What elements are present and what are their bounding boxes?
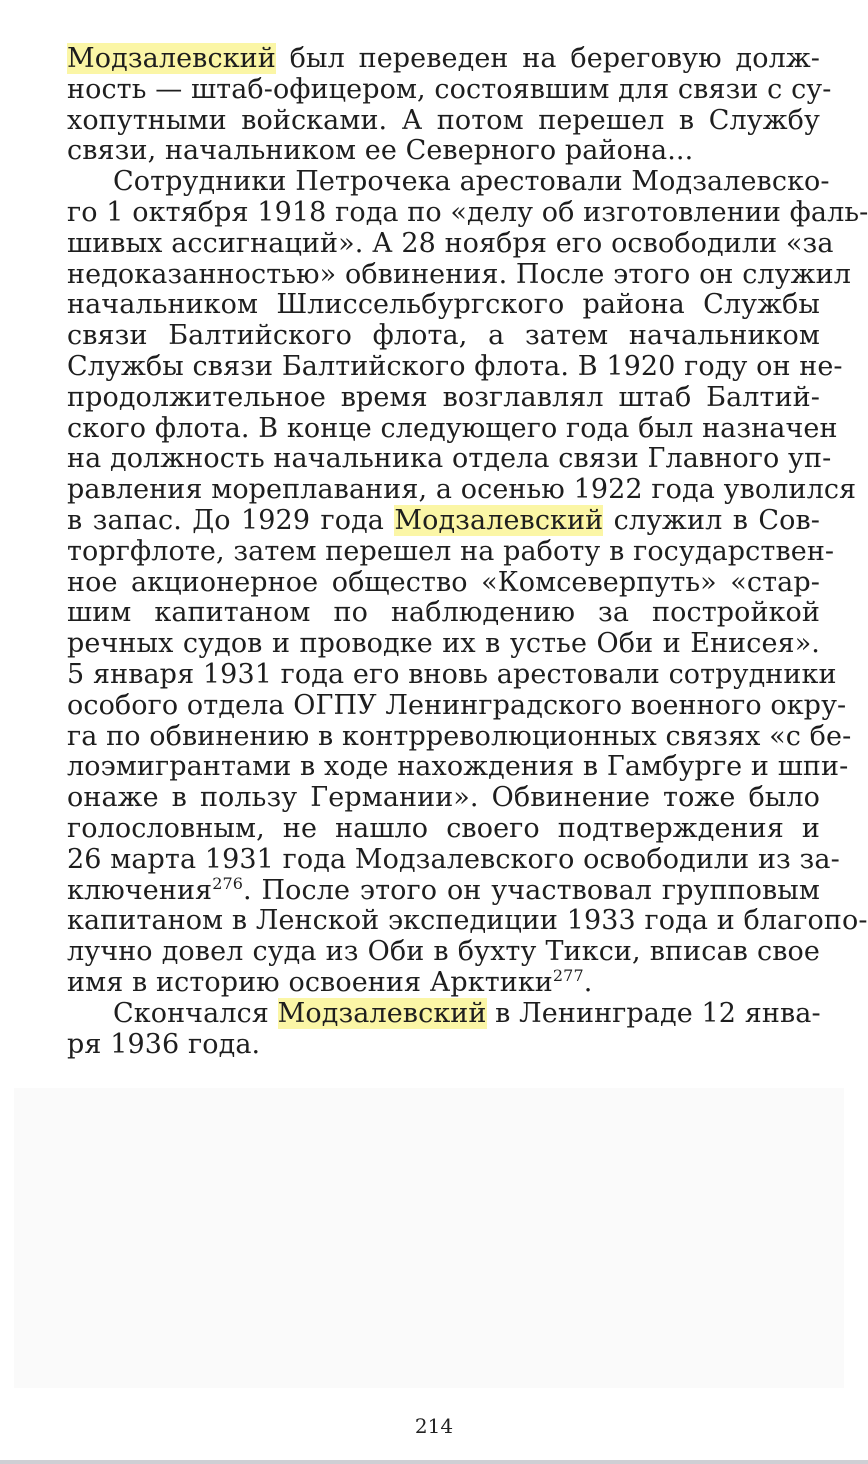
text-run: ное акционерное общество «Комсеверпуть» «стар- [67, 566, 820, 598]
text-line [67, 689, 847, 722]
text-line [67, 44, 820, 75]
highlighted-name: Модзалевский [277, 997, 487, 1029]
text-line [67, 535, 835, 568]
text-run: 26 марта 1931 года Модзалевского освободили из за- [67, 843, 840, 875]
text-line [67, 506, 820, 537]
text-run: лучно довел суда из Оби в бухту Тикси, вписав свое [67, 936, 820, 968]
text-line [67, 474, 857, 506]
text-line [67, 629, 820, 660]
text-line [67, 999, 820, 1030]
text-line [67, 568, 820, 599]
text-run: шим капитаном по наблюдению за постройкой [67, 597, 820, 629]
text-line [67, 443, 832, 475]
text-line [67, 598, 820, 629]
blank-page-area [14, 1088, 844, 1388]
text-line [67, 166, 830, 198]
text-line [67, 937, 820, 968]
text-line [67, 658, 837, 691]
text-run: продолжительное время возглавлял штаб Балтий- [67, 381, 820, 413]
text-line [67, 290, 820, 321]
text-run: ключения [67, 874, 213, 906]
text-run: Сотрудники Петрочека арестовали Модзалевско- [113, 166, 830, 198]
text-run: ность — штаб-офицером, состоявшим для связи с су- [67, 73, 832, 105]
text-run: капитаном в Ленской экспедиции 1933 года и благопо- [67, 905, 868, 937]
text-run: в Ленинграде 12 янва- [486, 997, 821, 1029]
text-run: . [583, 966, 593, 998]
text-run: го 1 октября 1918 года по «делу об изготовлении фаль- [67, 196, 868, 228]
highlighted-name: Модзалевский [394, 504, 604, 536]
highlighted-name: Модзалевский [67, 43, 276, 74]
text-line [67, 136, 820, 167]
text-run: равления мореплавания, а осенью 1922 года уволился [67, 474, 857, 506]
text-line [67, 1030, 820, 1061]
text-run: на должность начальника отдела связи Главного уп- [67, 443, 832, 475]
page-number: 214 [414, 1414, 454, 1438]
text-line [67, 196, 868, 229]
text-line [67, 843, 840, 876]
text-line [67, 227, 834, 260]
text-run: связи Балтийского флота, а затем начальником [67, 320, 820, 352]
text-line [67, 814, 820, 845]
text-run: онаже в пользу Германии». Обвинение тоже было [67, 782, 820, 814]
text-run: ского флота. В конце следующего года был назначен [67, 412, 838, 444]
text-line [67, 412, 838, 445]
text-run: торгфлоте, затем перешел на работу в государствен- [67, 535, 835, 567]
text-run: Службы связи Балтийского флота. В 1920 году он не- [67, 350, 843, 382]
text-run: Скончался [113, 997, 278, 1029]
text-line [67, 873, 820, 907]
text-line [67, 720, 852, 753]
text-run: лоэмигрантами в ходе нахождения в Гамбурге и шпи- [67, 751, 849, 783]
body-text [67, 43, 868, 1060]
text-line [67, 965, 820, 999]
footnote-marker: 277 [552, 965, 584, 985]
text-run: особого отдела ОГПУ Ленинградского военного окру- [67, 689, 847, 721]
text-run: хопутными войсками. А потом перешел в Службу [67, 104, 820, 136]
text-line [67, 106, 820, 137]
text-line [67, 350, 843, 383]
bottom-divider [0, 1460, 868, 1464]
text-run: га по обвинению в контрреволюционных связях «с бе- [67, 720, 852, 752]
text-line [67, 73, 832, 106]
text-line [67, 783, 820, 814]
text-run: был переведен на береговую долж- [275, 43, 820, 74]
text-run: голословным, не нашло своего подтверждения и [67, 812, 820, 844]
text-run: начальником Шлиссельбургского района Службы [67, 289, 820, 321]
text-line [67, 905, 868, 937]
text-run: недоказанностью» обвинения. После этого он служил [67, 258, 851, 290]
text-run: речных судов и проводке их в устье Оби и Енисея». [67, 628, 820, 660]
text-run: служил в Сов- [603, 504, 820, 536]
text-run: ря 1936 года. [67, 1028, 261, 1060]
text-run: шивых ассигнаций». А 28 ноября его освободили «за [67, 227, 834, 259]
text-run: 5 января 1931 года его вновь арестовали сотрудники [67, 658, 837, 690]
text-run: имя в историю освоения Арктики [67, 966, 553, 998]
text-run: связи, начальником ее Северного района... [67, 135, 694, 167]
text-run: . После этого он участвовал групповым [243, 874, 820, 906]
text-run: в запас. До 1929 года [67, 504, 395, 536]
text-line [67, 383, 820, 414]
text-line [67, 751, 849, 783]
text-line [67, 258, 851, 291]
footnote-marker: 276 [212, 873, 244, 893]
text-line [67, 321, 820, 352]
